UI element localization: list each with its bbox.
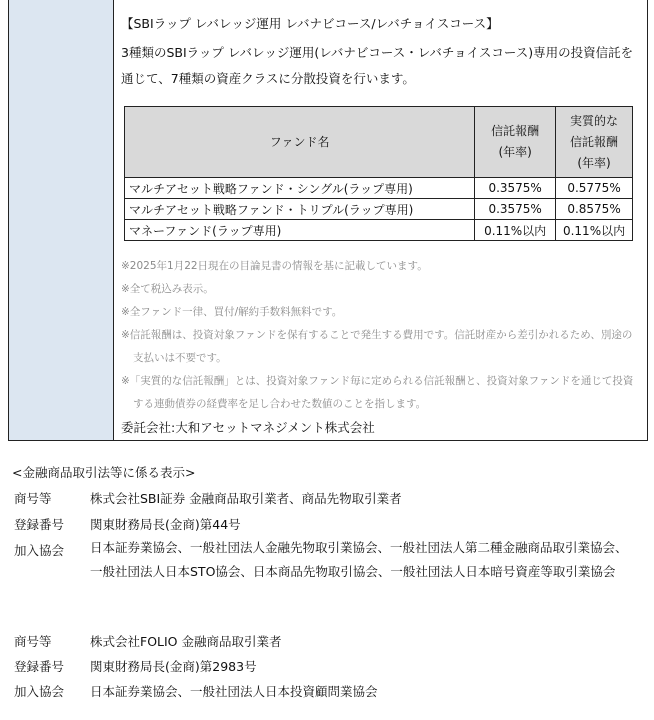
fee-table (124, 106, 633, 241)
note-item: ※全て税込み表示。 (121, 283, 214, 295)
table-row (125, 178, 633, 199)
trade-name-value: 株式会社SBI証券 金融商品取引業者、商品先物取引業者 (90, 491, 402, 506)
association-value: 日本証券業協会、一般社団法人日本投資顧問業協会 (90, 684, 378, 699)
real-fee-cell: 0.8575% (556, 199, 633, 220)
trade-name-label: 商号等 (14, 491, 52, 506)
association-label: 加入協会 (14, 684, 65, 699)
trade-name-label: 商号等 (14, 634, 52, 649)
trustee-company: 委託会社:大和アセットマネジメント株式会社 (121, 420, 375, 435)
trust-fee-cell: 0.3575% (475, 178, 556, 199)
product-heading: 【SBIラップ レバレッジ運用 レバナビコース/レバチョイスコース】 (121, 16, 499, 31)
association-label: 加入協会 (14, 543, 65, 558)
trust-fee-cell: 0.3575% (475, 199, 556, 220)
header-trust-fee-line2: (年率) (498, 145, 532, 159)
notes (121, 255, 637, 416)
note-item: ※全ファンド一律、買付/解約手数料無料です。 (121, 306, 343, 318)
registration-value: 関東財務局長(金商)第44号 (90, 517, 241, 532)
table-row (125, 199, 633, 220)
trust-fee-cell: 0.11%以内 (475, 220, 556, 241)
table-row (125, 220, 633, 241)
real-fee-cell: 0.5775% (556, 178, 633, 199)
header-real-fee (556, 107, 633, 178)
fund-name-cell: マルチアセット戦略ファンド・トリプル(ラップ専用) (125, 199, 475, 220)
registration-label: 登録番号 (14, 517, 65, 532)
association-value: 日本証券業協会、一般社団法人金融先物取引業協会、一般社団法人第二種金融商品取引業協会、一般社団法人日本STO協会、日本商品先物取引協会、一般社団法人日本暗号資産等取引業協会 (90, 540, 628, 579)
note-item: ※信託報酬は、投資対象ファンドを保有することで発生する費用です。信託財産から差引かれるため、別途の支払いは不要です。 (121, 329, 633, 364)
note-item: ※2025年1月22日現在の目論見書の情報を基に記載しています。 (121, 260, 428, 272)
header-real-fee-line3: (年率) (577, 155, 611, 170)
header-trust-fee (475, 107, 556, 178)
product-info-box (8, 0, 648, 441)
header-fund-name: ファンド名 (125, 107, 475, 178)
disclosure-title: <金融商品取引法等に係る表示> (12, 465, 196, 480)
label-column (9, 0, 114, 440)
header-trust-fee-line1: 信託報酬 (491, 124, 540, 138)
content-column (115, 0, 647, 440)
header-real-fee-line1: 実質的な (570, 113, 619, 128)
trade-name-value: 株式会社FOLIO 金融商品取引業者 (90, 634, 282, 649)
product-description: 3種類のSBIラップ レバレッジ運用(レバナビコース・レバチョイスコース)専用の投資信託を通じて、7種類の資産クラスに分散投資を行います。 (121, 45, 634, 86)
registration-value: 関東財務局長(金商)第2983号 (90, 659, 257, 674)
fund-name-cell: マネーファンド(ラップ専用) (125, 220, 475, 241)
fee-table-header (125, 107, 633, 178)
registration-label: 登録番号 (14, 659, 65, 674)
real-fee-cell: 0.11%以内 (556, 220, 633, 241)
note-item: ※「実質的な信託報酬」とは、投資対象ファンド毎に定められる信託報酬と、投資対象ファンドを通じて投資する連動債券の経費率を足し合わせた数値のことを指します。 (121, 375, 634, 410)
header-real-fee-line2: 信託報酬 (570, 134, 619, 149)
fund-name-cell: マルチアセット戦略ファンド・シングル(ラップ専用) (125, 178, 475, 199)
